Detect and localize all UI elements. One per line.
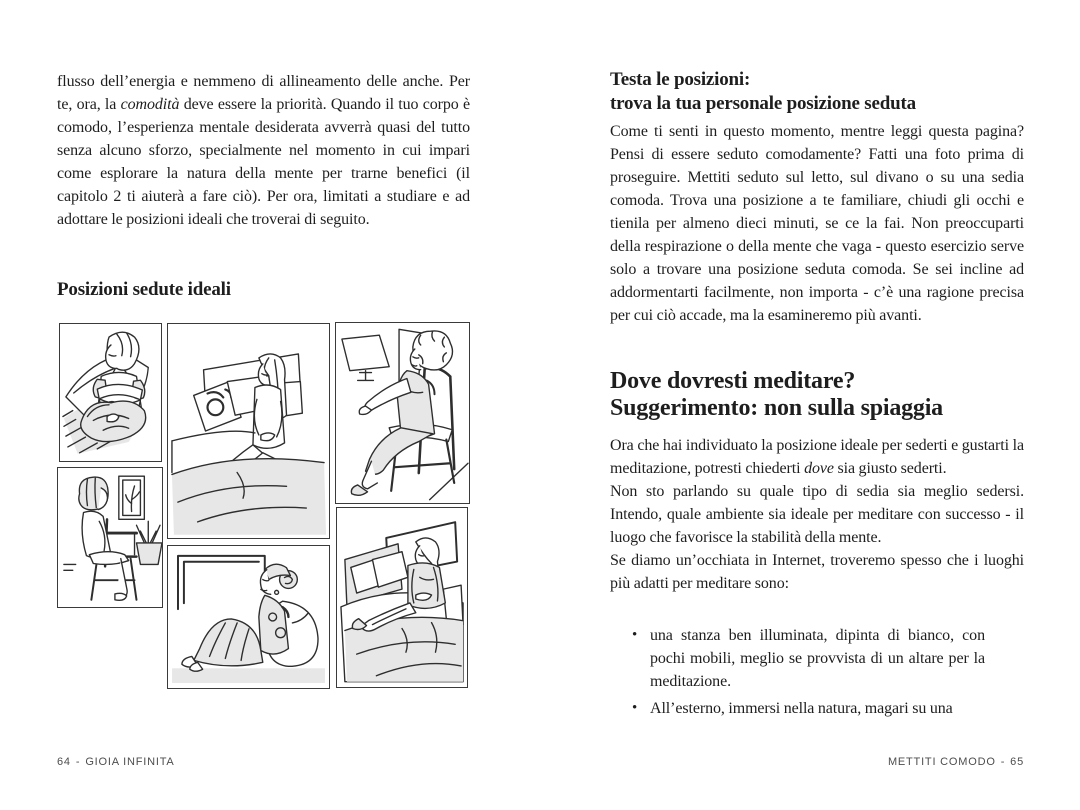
heading-line: Dove dovresti meditare? <box>610 368 856 394</box>
chapter-title: METTITI COMODO <box>887 756 996 768</box>
left-page-paragraph <box>57 70 470 231</box>
section2-paragraph-2: Non sto parlando su quale tipo di sedia sia meglio sedersi. Intendo, quale ambiente sia ideale per meditare con successo - il luogo che favorisce la stabilità della mente. <box>610 483 1024 546</box>
section-heading-dove <box>610 368 1024 422</box>
bullet-icon: • <box>632 627 638 643</box>
page-number: 65 <box>1010 756 1024 768</box>
illustration-wrapped-in-blanket-on-bed <box>336 507 468 688</box>
right-page-footer <box>888 756 1024 768</box>
paragraph-italic-word: dove <box>804 460 834 477</box>
paragraph-text: Ora che hai individuato la posizione ideale per sederti e gustarti la meditazione, potresti chiederti <box>610 437 1024 477</box>
heading-line: Suggerimento: non sulla spiaggia <box>610 395 943 421</box>
list-item <box>632 697 985 720</box>
heading-line: Testa le posizioni: <box>610 69 751 90</box>
footer-separator: - <box>75 756 81 768</box>
section1-paragraph: Come ti senti in questo momento, mentre leggi questa pagina? Pensi di essere seduto comodamente? Fatti una foto prima di proseguire. Mettiti seduto sul letto, sul divano o su una sedia comoda. Trova una posizione a te familiare, chiudi gli occhi e tienila per almeno dieci minuti, se ce la fai. Non preoccuparti della respirazione o della mente che vaga - questo esercizio serve solo a trovare una posizione seduta comoda. Se sei incline ad addormentarti facilmente, non importa - c’è una ragione precisa per cui ciò accade, ma la esamineremo più avanti. <box>610 123 1024 324</box>
page-number: 64 <box>57 756 71 768</box>
meditation-places-list <box>632 624 985 724</box>
left-page-footer <box>57 756 175 768</box>
bullet-icon: • <box>632 700 638 716</box>
section-heading-testa <box>610 68 1024 116</box>
paragraph-text: deve essere la priorità. Quando il tuo corpo è comodo, l’esperienza mentale desiderata avverrà quasi del tutto senza alcuno sforzo, specialmente nel momento in cui impari come esplorare la natura della mente per trarne benefici (il capitolo 2 ti aiuterà a fare ciò). Per ora, limitati a studiare e ad adottare le posizioni ideali che troverai di seguito. <box>57 96 470 228</box>
list-item <box>632 624 985 693</box>
illustration-reclining-on-cushion <box>167 545 330 689</box>
section2-paragraph-3: Se diamo un’occhiata in Internet, troveremo spesso che i luoghi più adatti per meditare sono: <box>610 552 1024 592</box>
section2-paragraph-1 <box>610 434 1024 480</box>
book-title: GIOIA INFINITA <box>85 756 175 768</box>
illustration-legs-extended-on-bed <box>167 323 330 539</box>
illustration-cross-legged-on-bed <box>59 323 162 462</box>
section-heading-posizioni: Posizioni sedute ideali <box>57 279 231 300</box>
section2-paragraphs <box>610 434 1024 595</box>
paragraph-text: flusso dell’energia e nemmeno di allineamento delle anche. Per te, ora, la <box>57 73 470 113</box>
right-page <box>540 0 1080 810</box>
illustration-upright-on-chair <box>57 467 163 608</box>
list-item-text: una stanza ben illuminata, dipinta di bianco, con pochi mobili, meglio se provvista di un altare per la meditazione. <box>650 627 985 690</box>
heading-line: trova la tua personale posizione seduta <box>610 93 916 114</box>
paragraph-text: sia giusto sederti. <box>833 460 947 477</box>
footer-separator: - <box>1000 756 1006 768</box>
illustration-wooden-armchair <box>335 322 470 504</box>
illustration-grid <box>57 322 471 688</box>
list-item-text: All’esterno, immersi nella natura, magari su una <box>650 700 953 717</box>
paragraph-italic-word: comodità <box>120 96 180 113</box>
